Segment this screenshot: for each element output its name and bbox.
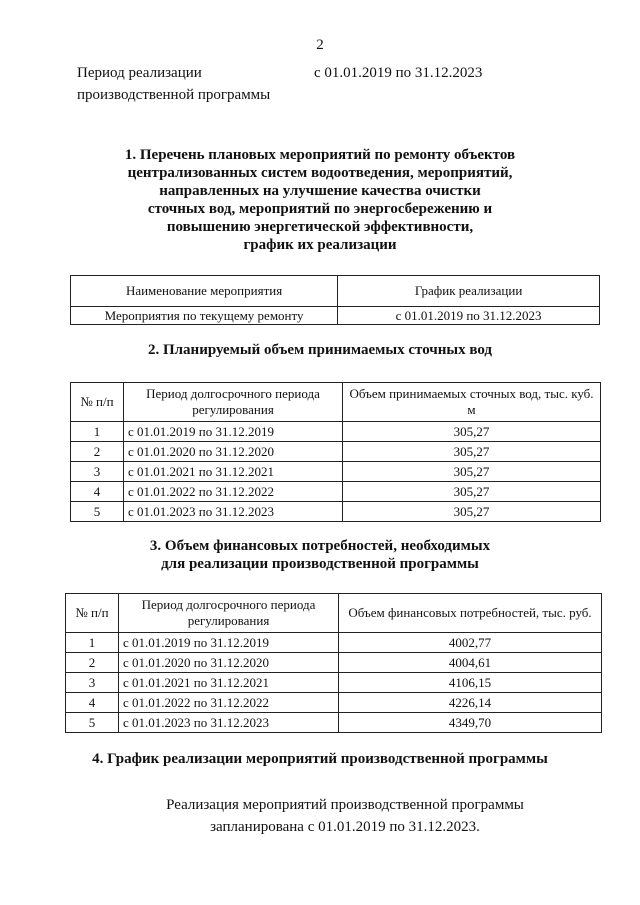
- table-cell: с 01.01.2023 по 31.12.2023: [124, 502, 343, 522]
- section1-title-line: направленных на улучшение качества очистки: [159, 183, 481, 199]
- table-row: [71, 502, 601, 522]
- wastewater-volume-table: [70, 382, 601, 522]
- table-cell: 5: [71, 502, 124, 522]
- column-header: Период долгосрочного периода регулирования: [124, 383, 343, 422]
- table-cell: 4: [71, 482, 124, 502]
- financial-needs-table: [65, 593, 602, 733]
- section1-title-line: повышению энергетической эффективности,: [166, 219, 474, 235]
- table-cell: 305,27: [343, 422, 601, 442]
- table-header-row: [66, 594, 602, 633]
- table-row: [66, 713, 602, 733]
- section2-title: 2. Планируемый объем принимаемых сточных вод: [147, 342, 493, 358]
- table-cell: с 01.01.2019 по 31.12.2019: [119, 633, 339, 653]
- table-row: [66, 673, 602, 693]
- section1-title-line: график их реализации: [243, 237, 397, 253]
- activities-table: [70, 275, 600, 325]
- table-cell: с 01.01.2020 по 31.12.2020: [124, 442, 343, 462]
- period-label-line1: Период реализации: [77, 65, 202, 81]
- column-header: Наименование мероприятия: [71, 276, 338, 307]
- page-number: 2: [316, 37, 324, 53]
- table-cell: 4226,14: [339, 693, 602, 713]
- table-cell: с 01.01.2023 по 31.12.2023: [119, 713, 339, 733]
- table-cell: 2: [71, 442, 124, 462]
- table-cell: 305,27: [343, 502, 601, 522]
- section3-title-line: 3. Объем финансовых потребностей, необходимых: [149, 538, 491, 554]
- section1-title: [0, 146, 640, 254]
- table-cell: с 01.01.2021 по 31.12.2021: [119, 673, 339, 693]
- section3-title: [0, 537, 640, 573]
- table-cell: 4349,70: [339, 713, 602, 733]
- table-row: [71, 307, 600, 325]
- period-label: [77, 62, 270, 106]
- column-header: График реализации: [338, 276, 600, 307]
- table-header-row: [71, 276, 600, 307]
- period-label-line2: производственной программы: [77, 87, 271, 103]
- section1-title-line: сточных вод, мероприятий по энергосбережению и: [147, 201, 493, 217]
- table-cell: 4: [66, 693, 119, 713]
- table-cell: 3: [66, 673, 119, 693]
- column-header: № п/п: [71, 383, 124, 422]
- table-cell: 5: [66, 713, 119, 733]
- section1-title-line: централизованных систем водоотведения, мероприятий,: [127, 165, 513, 181]
- table-row: [71, 462, 601, 482]
- table-cell: с 01.01.2021 по 31.12.2021: [124, 462, 343, 482]
- table-cell: Мероприятия по текущему ремонту: [71, 307, 338, 325]
- table-row: [66, 633, 602, 653]
- table-cell: с 01.01.2019 по 31.12.2023: [338, 307, 600, 325]
- table-cell: 1: [66, 633, 119, 653]
- table-cell: с 01.01.2019 по 31.12.2019: [124, 422, 343, 442]
- table-cell: 3: [71, 462, 124, 482]
- column-header: № п/п: [66, 594, 119, 633]
- table-cell: 4002,77: [339, 633, 602, 653]
- table-cell: с 01.01.2022 по 31.12.2022: [124, 482, 343, 502]
- column-header: Объем принимаемых сточных вод, тыс. куб. м: [343, 383, 601, 422]
- table-cell: 2: [66, 653, 119, 673]
- table-row: [71, 422, 601, 442]
- section3-title-line: для реализации производственной программы: [161, 556, 479, 572]
- table-cell: 305,27: [343, 442, 601, 462]
- table-cell: 4004,61: [339, 653, 602, 673]
- table-header-row: [71, 383, 601, 422]
- table-cell: 4106,15: [339, 673, 602, 693]
- column-header: Объем финансовых потребностей, тыс. руб.: [339, 594, 602, 633]
- implementation-note: [0, 794, 640, 838]
- column-header: Период долгосрочного периода регулирования: [119, 594, 339, 633]
- implementation-note-line1: Реализация мероприятий производственной программы: [166, 797, 524, 813]
- section1-title-line: 1. Перечень плановых мероприятий по ремонту объектов: [124, 147, 516, 163]
- table-row: [71, 482, 601, 502]
- table-cell: 305,27: [343, 482, 601, 502]
- table-row: [71, 442, 601, 462]
- table-row: [66, 653, 602, 673]
- table-cell: с 01.01.2022 по 31.12.2022: [119, 693, 339, 713]
- table-row: [66, 693, 602, 713]
- table-cell: с 01.01.2020 по 31.12.2020: [119, 653, 339, 673]
- table-cell: 305,27: [343, 462, 601, 482]
- implementation-note-line2: запланирована с 01.01.2019 по 31.12.2023.: [210, 819, 480, 835]
- table-cell: 1: [71, 422, 124, 442]
- section4-title: 4. График реализации мероприятий производственной программы: [92, 751, 548, 767]
- period-value: с 01.01.2019 по 31.12.2023: [314, 65, 483, 81]
